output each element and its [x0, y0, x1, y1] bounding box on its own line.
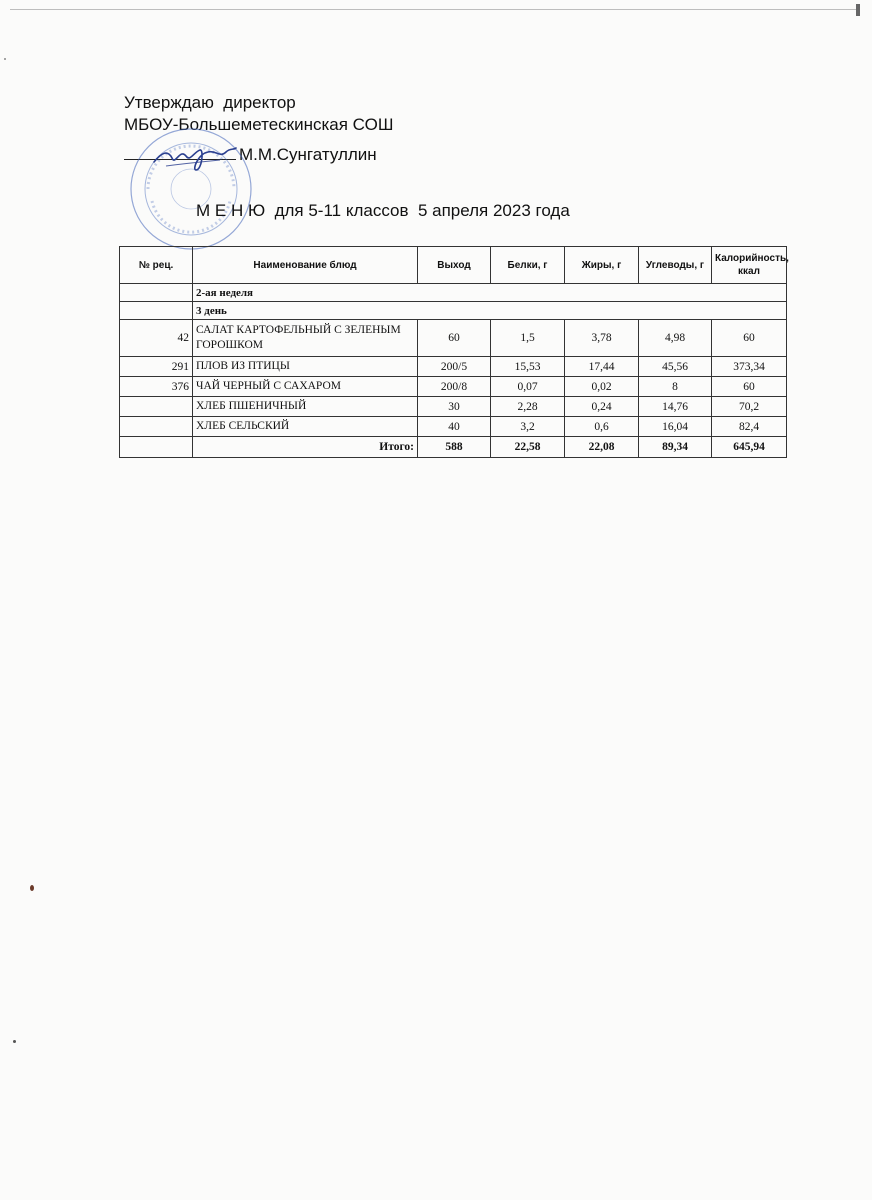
fat-value: 0,6: [565, 417, 639, 437]
table-header-row: [120, 247, 787, 284]
calories-value: 70,2: [712, 397, 787, 417]
scan-edge-line: [10, 9, 860, 10]
recipe-number: [120, 417, 193, 437]
approval-organization: МБОУ-Большеметескинская СОШ: [124, 115, 394, 134]
total-fat: 22,08: [565, 437, 639, 458]
fat-value: 0,02: [565, 377, 639, 397]
fat-value: 3,78: [565, 320, 639, 357]
yield-value: 40: [418, 417, 491, 437]
director-signature: [150, 140, 240, 176]
header-recipe-number: № рец.: [120, 247, 193, 284]
week-row: [120, 284, 787, 302]
scan-speck: [30, 885, 34, 891]
total-protein: 22,58: [491, 437, 565, 458]
yield-value: 60: [418, 320, 491, 357]
scan-speck: [4, 58, 6, 60]
table-row: [120, 417, 787, 437]
calories-value: 373,34: [712, 357, 787, 377]
week-label: 2-ая неделя: [193, 284, 787, 302]
carbs-value: 14,76: [639, 397, 712, 417]
menu-table: [119, 246, 787, 458]
header-fat: Жиры, г: [565, 247, 639, 284]
dish-name: ПЛОВ ИЗ ПТИЦЫ: [193, 357, 418, 377]
fat-value: 17,44: [565, 357, 639, 377]
total-calories: 645,94: [712, 437, 787, 458]
carbs-value: 4,98: [639, 320, 712, 357]
table-row: [120, 320, 787, 357]
recipe-number: 291: [120, 357, 193, 377]
table-row: [120, 377, 787, 397]
table-row: [120, 357, 787, 377]
protein-value: 0,07: [491, 377, 565, 397]
scan-speck: [13, 1040, 16, 1043]
table-row: [120, 397, 787, 417]
dish-name: ЧАЙ ЧЕРНЫЙ С САХАРОМ: [193, 377, 418, 397]
scan-edge-mark: [856, 4, 860, 16]
recipe-number: 42: [120, 320, 193, 357]
protein-value: 15,53: [491, 357, 565, 377]
protein-value: 3,2: [491, 417, 565, 437]
director-name: М.М.Сунгатуллин: [239, 145, 377, 164]
recipe-number: 376: [120, 377, 193, 397]
total-label: Итого:: [193, 437, 418, 458]
header-carbs: Углеводы, г: [639, 247, 712, 284]
header-protein: Белки, г: [491, 247, 565, 284]
carbs-value: 45,56: [639, 357, 712, 377]
total-carbs: 89,34: [639, 437, 712, 458]
menu-title: М Е Н Ю для 5-11 классов 5 апреля 2023 года: [196, 201, 570, 220]
carbs-value: 8: [639, 377, 712, 397]
dish-name: ХЛЕБ СЕЛЬСКИЙ: [193, 417, 418, 437]
yield-value: 200/5: [418, 357, 491, 377]
calories-value: 60: [712, 377, 787, 397]
recipe-number: [120, 397, 193, 417]
approval-title: Утверждаю директор: [124, 93, 296, 112]
dish-name: САЛАТ КАРТОФЕЛЬНЫЙ С ЗЕЛЕНЫМ ГОРОШКОМ: [193, 320, 418, 357]
day-label: 3 день: [193, 302, 787, 320]
calories-value: 82,4: [712, 417, 787, 437]
total-yield: 588: [418, 437, 491, 458]
fat-value: 0,24: [565, 397, 639, 417]
protein-value: 1,5: [491, 320, 565, 357]
total-row: [120, 437, 787, 458]
protein-value: 2,28: [491, 397, 565, 417]
calories-value: 60: [712, 320, 787, 357]
day-row: [120, 302, 787, 320]
yield-value: 30: [418, 397, 491, 417]
header-dish-name: Наименование блюд: [193, 247, 418, 284]
yield-value: 200/8: [418, 377, 491, 397]
header-calories: Калорийность, ккал: [712, 247, 787, 284]
dish-name: ХЛЕБ ПШЕНИЧНЫЙ: [193, 397, 418, 417]
carbs-value: 16,04: [639, 417, 712, 437]
header-yield: Выход: [418, 247, 491, 284]
